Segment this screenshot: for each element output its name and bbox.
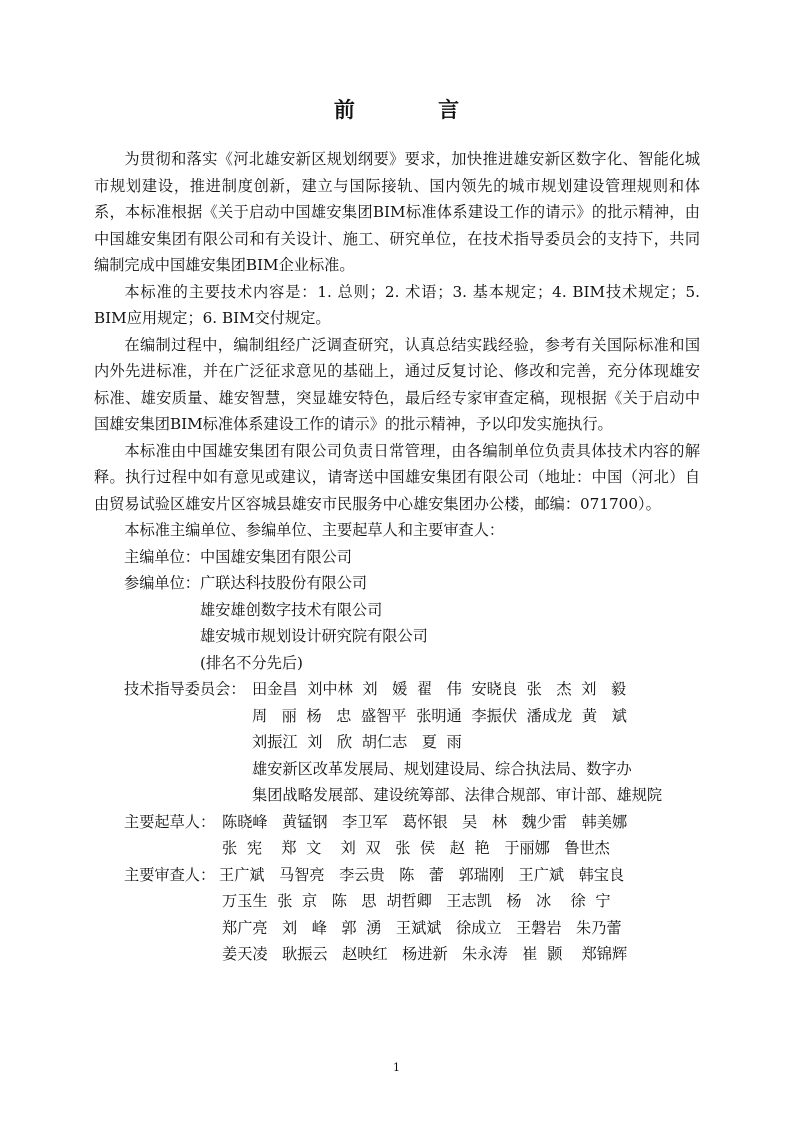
committee-row [94,756,700,783]
committee-label: 技术指导委员会： [124,680,246,698]
drafters-label: 主要起草人： [124,812,216,831]
paragraph-purpose: 为贯彻和落实《河北雄安新区规划纲要》要求，加快推进雄安新区数字化、智能化城市规划建设，推进制度创新，建立与国际接轨、国内领先的城市规划建设管理规则和体系，本标准根据《关于启动中国雄安集团BIM标准体系建设工作的请示》的批示精神，由中国雄安集团有限公司和有关设计、施工、研究单位，在技术指导委员会的支持下，共同编制完成中国雄安集团BIM企业标准。 [94,150,700,274]
committee-names: 周 丽 杨 忠 盛智平 张明通 李振伏 潘成龙 黄 斌 [252,706,627,725]
page-number: 1 [393,1061,400,1074]
co-editor-label: 参编单位： [124,574,200,592]
reviewers-names: 王广斌 马智亮 李云贵 陈 蕾 郭瑞刚 王广斌 韩宝良 [219,865,625,884]
co-editor-value: 雄安雄创数字技术有限公司 [200,600,383,619]
committee-names: 刘振江 刘 欣 胡仁志 夏 雨 [252,733,462,751]
reviewers-row [94,941,700,968]
paragraph-process: 在编制过程中，编制组经广泛调查研究，认真总结实践经验，参考有关国际标准和国内外先进标准，并在广泛征求意见的基础上，通过反复讨论、修改和完善，充分体现雄安标准、雄安质量、雄安智慧，突显雄安特色，最后经专家审查定稿，现根据《关于启动中国雄安集团BIM标准体系建设工作的请示》的批示精神，予以印发实施执行。 [94,335,700,433]
paragraph-contents: 本标准的主要技术内容是：1. 总则；2. 术语；3. 基本规定；4. BIM技术规定；5. BIM应用规定；6. BIM交付规定。 [94,282,700,327]
preface-body [94,146,700,968]
reviewers-row [94,915,700,942]
page-title: 前 言 [333,98,498,122]
co-editor-value: 雄安城市规划设计研究院有限公司 [200,627,428,645]
chief-editor-value: 中国雄安集团有限公司 [200,547,352,566]
chief-editor-label: 主编单位： [124,547,200,566]
drafters-names: 张 宪 郑 文 刘 双 张 侯 赵 艳 于丽娜 鲁世杰 [222,839,610,857]
co-editor-row [94,597,700,624]
drafters-row [94,809,700,836]
drafters-row [94,835,700,862]
chief-editor-row [94,544,700,571]
co-editor-value: 广联达科技股份有限公司 [200,574,368,592]
committee-row [94,729,700,756]
committee-row [94,676,700,703]
co-editor-note: (排名不分先后) [200,653,303,672]
paragraph-management: 本标准由中国雄安集团有限公司负责日常管理，由各编制单位负责具体技术内容的解释。执行过程中如有意见或建议，请寄送中国雄安集团有限公司（地址：中国（河北）自由贸易试验区雄安片区容城县雄安市民服务中心雄安集团办公楼，邮编：071700）。 [94,441,700,513]
co-editor-row [94,650,700,677]
committee-names: 田金昌 刘中林 刘 媛 翟 伟 安晓良 张 杰 刘 毅 [252,680,627,698]
reviewers-names: 郑广亮 刘 峰 郭 湧 王斌斌 徐成立 王磐岩 朱乃蕾 [222,918,622,937]
drafters-names: 陈晓峰 黄锰钢 李卫军 葛怀银 吴 林 魏少雷 韩美娜 [222,812,628,831]
committee-row [94,782,700,809]
reviewers-row [94,862,700,889]
paragraph-contributors-intro: 本标准主编单位、参编单位、主要起草人和主要审查人： [124,521,505,539]
committee-departments: 集团战略发展部、建设统筹部、法律合规部、审计部、雄规院 [252,786,663,804]
reviewers-names: 万玉生 张 京 陈 思 胡哲卿 王志凯 杨 冰 徐 宁 [222,892,611,910]
reviewers-label: 主要审查人： [124,865,216,884]
committee-departments: 雄安新区改革发展局、规划建设局、综合执法局、数字办 [252,759,632,778]
co-editor-row [94,570,700,597]
reviewers-names: 姜天凌 耿振云 赵映红 杨进新 朱永涛 崔 颢 郑锦辉 [222,945,628,963]
co-editor-row [94,623,700,650]
committee-row [94,703,700,730]
reviewers-row [94,888,700,915]
